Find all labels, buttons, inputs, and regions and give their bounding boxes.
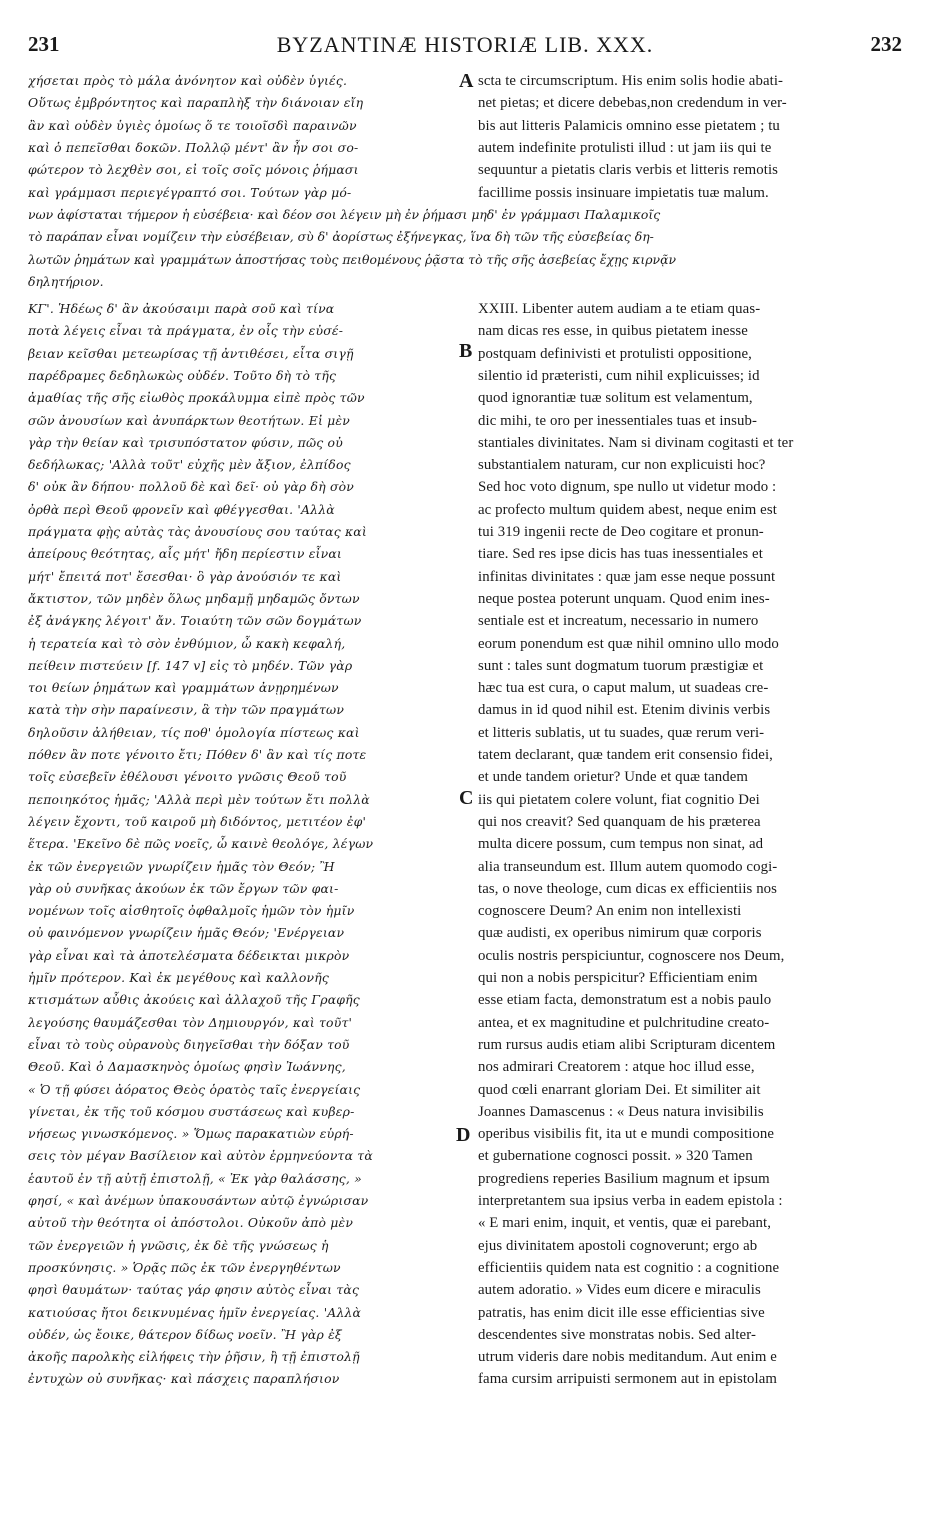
latin-text-line: tatem declarant, quæ tandem erit consensio fidei, — [478, 747, 773, 763]
greek-text-line: πράγματα φῂς αὐτὰς τὰς ἀνουσίους σου ταύτας καὶ — [28, 524, 367, 539]
latin-text-line: ac profecto multum quidem abest, neque enim est — [478, 501, 777, 518]
greek-text-line: αὐτοῦ τὴν θεότητα οἱ ἀπόστολοι. Οὐκοῦν ἀπὸ μὲν — [28, 1215, 354, 1231]
greek-text-line: πείθειν πιστεύειν [f. 147 v] εἰς τὸ μηδέν. Τῶν γὰρ — [28, 657, 353, 673]
greek-text-line: Οὕτως ἐμβρόντητος καὶ παραπλὴξ τὴν διάνοιαν εἴη — [28, 95, 364, 111]
greek-text-line: ἐξ ἀνάγκης λέγοιτ' ἄν. Τοιαύτη τῶν σῶν δογμάτων — [28, 613, 362, 629]
greek-text-line: τοῖς εὐσεβεῖν ἐθέλουσι γένοιτο γνῶσις Θεοῦ τοῦ — [28, 769, 347, 785]
greek-text-line: γὰρ οὐ συνῆκας ἀκούων ἐκ τῶν ἔργων τῶν φαι- — [28, 880, 339, 896]
latin-text-line: nos admirari Creatorem : atque hoc illud esse, — [478, 1059, 755, 1076]
greek-text-line: ἕτερα. 'Εκεῖνο δὲ πῶς νοεῖς, ὦ καινὲ θεολόγε, λέγων — [28, 836, 374, 852]
greek-text-line: ΚΓ'. Ἡδέως δ' ἂν ἀκούσαιμι παρὰ σοῦ καὶ τίνα — [28, 301, 335, 316]
latin-text-line: esse etiam facta, demonstratum est a nobis paulo — [478, 992, 772, 1009]
latin-text-line: XXIII. Libenter autem audiam a te etiam quas- — [478, 301, 761, 317]
greek-text-line: λεγούσης θαυμάζεσθαι τὸν Δημιουργόν, καὶ τοῦτ' — [28, 1014, 353, 1030]
greek-text-line: σῶν ἀνουσίων καὶ ἀνυπάρκτων θεοτήτων. Εἰ μὲν — [28, 412, 350, 428]
greek-text-line: δ' οὐκ ἂν δήπου· πολλοῦ δὲ καὶ δεῖ· οὐ γὰρ δὴ σὸν — [28, 479, 355, 495]
latin-text-line: alia transeundum est. Illum autem quomodo cogi- — [478, 858, 778, 875]
greek-text-line: Θεοῦ. Καὶ ὁ Δαμασκηνὸς ὁμοίως φησὶν Ἰωάννης, — [28, 1059, 346, 1075]
latin-text-line: descendentes sive monstratas nobis. Sed alter- — [478, 1326, 756, 1343]
greek-text-line: ἂν καὶ οὐδὲν ὑγιὲς ὁμοίως ὅ τε τοιοῖσδὶ παραινῶν — [28, 117, 357, 133]
latin-text-line: net pietas; et dicere debebas,non credendum in ver- — [478, 95, 787, 112]
latin-text-line: ejus divinitatem apostoli cognoverunt; ergo ab — [478, 1237, 758, 1254]
latin-text-line: efficientiis quidem nata est cognitio : a cognitione — [478, 1259, 780, 1276]
greek-text-line: γίνεται, ἐκ τῆς τοῦ κόσμου συστάσεως καὶ κυβερ- — [28, 1103, 355, 1119]
latin-text-line: et litteris sublatis, ut tu suades, quæ rerum veri- — [478, 724, 765, 741]
greek-text-line: φησὶ θαυμάτων· ταύτας γάρ φησιν αὐτὸς εἶναι τὰς — [28, 1282, 360, 1298]
greek-text-line: καὶ ὁ πεπεῖσθαι δοκῶν. Πολλῷ μέντ' ἂν ἦν σοι σο- — [28, 139, 359, 155]
latin-text-line: operibus visibilis fit, ita ut e mundi compositione — [478, 1126, 775, 1143]
latin-text-line: iis qui pietatem colere volunt, fiat cognitio Dei — [478, 791, 760, 808]
latin-text-line: tiare. Sed res ipse dicis has tuas inessentiales et — [478, 546, 763, 563]
greek-text-line: ἡμῖν πρότερον. Καὶ ἐκ μεγέθους καὶ καλλονῆς — [28, 970, 330, 985]
latin-text-line: stantiales divinitates. Nam si divinam cogitasti et ter — [478, 434, 794, 451]
latin-text-line: neque postea poterunt unquam. Quod enim ines- — [478, 590, 770, 607]
greek-text-line: ἐντυχὼν οὐ συνῆκας· καὶ πάσχεις παραπλήσιον — [28, 1371, 340, 1387]
latin-text-line: Joannes Damascenus : « Deus natura invisibilis — [478, 1103, 764, 1120]
greek-text-line: πεποιηκότος ἡμᾶς; 'Αλλὰ περὶ μὲν τούτων ἔτι πολλὰ — [28, 791, 370, 807]
latin-text-line: progrediens reperies Basilium magnum et ipsum — [478, 1170, 770, 1187]
greek-text-line: νομένων τοῖς αἰσθητοῖς ὀφθαλμοῖς ἡμῶν τὸν ἡμῖν — [28, 903, 355, 919]
latin-text-line: hæc tua est cura, o caput malum, ut suadeas cre- — [478, 680, 769, 697]
greek-text-line: δηλητήριον. — [28, 273, 104, 289]
latin-text-line: cognoscere Deum? An enim non intellexisti — [478, 903, 742, 920]
greek-text-line: ἀπείρους θεότητας, αἷς μήτ' ἤδη περίεστιν εἶναι — [28, 546, 342, 562]
greek-text-line: βειαν κεῖσθαι μετεωρίσας τῇ ἀντιθέσει, εἶτα σιγῇ — [28, 345, 354, 361]
greek-text-line: τοι θείων ῥημάτων καὶ γραμμάτων ἀνῃρημένων — [28, 680, 339, 696]
section-marker: B — [459, 340, 473, 362]
latin-text-line: eorum ponendum est quæ nihil omnino ullo modo — [478, 635, 779, 652]
latin-text-line: quod ignorantiæ tuæ solitum est velamentum, — [478, 390, 753, 407]
greek-text-line: ἀκοῆς παρολκὴς εἰλήφεις τὴν ῥῆσιν, ἢ τῇ ἐπιστολῇ — [28, 1349, 360, 1365]
greek-text-line: νων ἀφίσταται τήμερον ἡ εὐσέβεια· καὶ δέον σοι λέγειν μὴ ἐν ῥήμασι μηδ' ἐν γράμμασι Παλαμικοῖς — [28, 207, 661, 222]
latin-text-line: utrum videris dare nobis meditandum. Aut enim e — [478, 1349, 777, 1366]
section-marker: C — [459, 787, 474, 809]
section-marker: D — [456, 1124, 471, 1146]
latin-text-line: bis aut litteris Palamicis omnino esse pietatem ; tu — [478, 117, 780, 134]
greek-text-line: οὐ φαινόμενον γνωρίζειν ἡμᾶς Θεόν; 'Ενέργειαν — [28, 925, 345, 941]
greek-text-line: τῶν ἐνεργειῶν ἡ γνῶσις, ἐκ δὲ τῆς γνώσεως ἡ — [28, 1237, 329, 1253]
greek-text-line: γὰρ εἶναι καὶ τὰ ἀποτελέσματα δέδεικται μικρὸν — [28, 947, 350, 963]
greek-text-line: ἐκ τῶν ἐνεργειῶν γνωρίζειν ἡμᾶς τὸν Θεόν; Ἢ — [28, 858, 335, 874]
greek-text-line: ἡ τερατεία καὶ τὸ σὸν ἐνθύμιον, ὦ κακὴ κεφαλή, — [28, 635, 346, 651]
greek-text-line: προσκύνησις. » Ὁρᾷς πῶς ἐκ τῶν ἐνεργηθέντων — [28, 1259, 341, 1275]
latin-text-line: autem indefinite protulisti illud : ut jam iis qui te — [478, 139, 772, 156]
latin-text-line: fama cursim arripuisti sermonem aut in epistolam — [478, 1371, 778, 1388]
greek-text-line: νήσεως γινωσκόμενος. » Ὅμως παρακατιὼν εὑρή- — [28, 1126, 354, 1142]
greek-text-line: ἑαυτοῦ ἐν τῇ αὐτῇ ἐπιστολῇ, « Ἐκ γὰρ θαλάσσης, » — [28, 1170, 362, 1186]
greek-text-line: φώτερον τὸ λεχθὲν σοι, εἰ τοῖς σοῖς μόνοις ῥήμασι — [28, 162, 359, 178]
latin-text-line: substantialem naturam, cur non explicuisti hoc? — [478, 457, 766, 474]
greek-text-line: ὀρθὰ περὶ Θεοῦ φρονεῖν καὶ φθέγγεσθαι. 'Αλλὰ — [28, 501, 335, 517]
latin-text-line: nam dicas res esse, in quibus pietatem inesse — [478, 323, 748, 340]
greek-text-line: καὶ γράμμασι περιεγέγραπτό σοι. Τούτων γὰρ μό- — [28, 184, 352, 200]
greek-text-line: δηλοῦσιν ἀλήθειαν, τίς ποθ' ὁμολογία πίστεως καὶ — [28, 724, 360, 740]
latin-text-line: interpretantem sua ipsius verba in eadem epistola : — [478, 1193, 783, 1209]
greek-text-line: πόθεν ἂν ποτε γένοιτο ἔτι; Πόθεν δ' ἂν καὶ τίς ποτε — [28, 747, 367, 762]
greek-text-line: ποτὰ λέγεις εἶναι τὰ πράγματα, ἐν οἷς τὴν εὐσέ- — [28, 323, 344, 339]
latin-text-line: autem adoratio. » Vides eum dicere e miraculis — [478, 1282, 761, 1299]
latin-text-line: sentiale est et increatum, necessario in numero — [478, 613, 759, 630]
latin-text-line: sequuntur a pietatis claris verbis et litteris remotis — [478, 162, 779, 179]
latin-text-line: multa dicere possum, cum tempus non sinat, ad — [478, 836, 764, 853]
latin-text-line: patratis, has enim dicit ille esse efficientias sive — [478, 1304, 765, 1321]
greek-text-line: εἶναι τὸ τοὺς οὐρανοὺς διηγεῖσθαι τὴν δόξαν τοῦ — [28, 1036, 350, 1052]
latin-text-line: quod cœli enarrant gloriam Dei. Et similiter ait — [478, 1081, 761, 1098]
latin-text-line: quæ audisti, ex operibus nimirum quæ corporis — [478, 925, 762, 942]
greek-text-line: λέγειν ἔχοντι, τοῦ καιροῦ μὴ διδόντος, μετιτέον ἐφ' — [28, 813, 367, 829]
latin-text-line: et unde tandem orietur? Unde et quæ tandem — [478, 769, 749, 786]
latin-text-line: antea, et ex magnitudine et pulchritudine creato- — [478, 1014, 770, 1031]
latin-text-line: dic mihi, te oro per inessentiales tuas et insub- — [478, 412, 757, 429]
greek-text-line: σεις τὸν μέγαν Βασίλειον καὶ αὐτὸν ἑρμηνεύοντα τὰ — [28, 1148, 373, 1164]
latin-text-line: tui 319 ingenii recte de Deo cogitare et pronun- — [478, 524, 764, 540]
latin-text-line: tas, o nove theologe, cum dicas ex efficientiis nos — [478, 880, 778, 897]
greek-text-line: ἀμαθίας τῆς σῆς εἰωθὸς προκάλυμμα εἰπὲ πρὸς τῶν — [28, 390, 365, 406]
greek-text-line: χήσεται πρὸς τὸ μάλα ἀνόνητον καὶ οὐδὲν ὑγιές. — [28, 73, 348, 88]
greek-text-line: κτισμάτων αὖθις ἀκούεις καὶ ἀλλαχοῦ τῆς Γραφῆς — [28, 992, 360, 1008]
greek-text-line: γὰρ τὴν θείαν καὶ τρισυπόστατον φύσιν, πῶς οὐ — [28, 434, 343, 450]
latin-text-line: infinitas divinitates : quæ jam esse neque possunt — [478, 568, 776, 585]
latin-text-line: Sed hoc voto dignum, spe nullo ut videtur modo : — [478, 479, 777, 496]
greek-text-line: φησί, « καὶ ἀνέμων ὑπακουσάντων αὐτῷ ἐγνώρισαν — [28, 1193, 369, 1208]
greek-text-line: δεδήλωκας; 'Αλλὰ τοῦτ' εὐχῆς μὲν ἄξιον, ἐλπίδος — [28, 457, 351, 473]
running-title: BYZANTINÆ HISTORIÆ LIB. XXX. — [276, 32, 654, 57]
greek-text-line: « Ὁ τῇ φύσει ἀόρατος Θεὸς ὁρατὸς ταῖς ἐνεργείαις — [28, 1081, 361, 1097]
latin-text-line: scta te circumscriptum. His enim solis hodie abati- — [478, 73, 784, 89]
greek-text-line: μήτ' ἔπειτά ποτ' ἔσεσθαι· ὃ γὰρ ἀνούσιόν τε καὶ — [28, 568, 342, 584]
greek-text-line: κατιούσας ἤτοι δεικνυμένας ἡμῖν ἐνεργείας. 'Αλλὰ — [28, 1304, 362, 1320]
latin-text-line: qui nos creavit? Sed quanquam de his præterea — [478, 813, 761, 830]
latin-text-line: sunt : tales sunt dogmatum tuorum præstigiæ et — [478, 657, 764, 674]
latin-text-line: qui non a nobis perspicitur? Efficientiam enim — [478, 970, 758, 986]
latin-text-line: postquam definivisti et protulisti oppositione, — [478, 345, 752, 362]
latin-text-line: « E mari enim, inquit, et ventis, quæ ei parebant, — [478, 1215, 772, 1232]
greek-text-line: παρέδραμες δεδηλωκὼς οὐδέν. Τοῦτο δὴ τὸ τῆς — [28, 367, 337, 383]
latin-text-line: silentio id præteristi, cum nihil explicuisses; id — [478, 367, 760, 384]
greek-text-line: οὐδέν, ὡς ἔοικε, θάτερον δίδως νοεῖν. Ἢ γὰρ ἐξ — [28, 1326, 342, 1342]
latin-text-line: oculis nostris perspiciuntur, cognoscere nos Deum, — [478, 947, 785, 964]
greek-text-line: κατὰ τὴν σὴν παραίνεσιν, ἃ τὴν τῶν πραγμάτων — [28, 702, 345, 718]
latin-text-line: rum rursus audis etiam alibi Scripturam dicentem — [478, 1036, 776, 1053]
latin-text-line: damus in id quod nihil est. Etenim divinis verbis — [478, 702, 771, 719]
greek-text-line: τὸ παράπαν εἶναι νομίζειν τὴν εὐσέβειαν, σὺ δ' ἀορίστως ἐξήνεγκας, ἵνα δὴ τῶν τῆς εὐσεβείας δη- — [28, 229, 654, 245]
latin-text-line: et gubernatione cognosci possit. » 320 Tamen — [478, 1148, 753, 1165]
latin-text-line: facillime possis insinuare impietatis tuæ malum. — [478, 184, 769, 201]
greek-text-line: ἄκτιστον, τῶν μηδὲν ὅλως μηδαμῇ μηδαμῶς ὄντων — [28, 590, 360, 606]
running-header — [28, 32, 902, 62]
greek-text-line: λωτῶν ῥημάτων καὶ γραμμάτων ἀποστήσας τοὺς πειθομένους ῥᾷστα τὸ τῆς σῆς ἀσεβείας ἔχῃς κιρνᾷν — [28, 251, 676, 267]
page-number-right: 232 — [870, 32, 902, 56]
page-number-left: 231 — [28, 32, 60, 56]
section-marker: A — [459, 70, 474, 92]
